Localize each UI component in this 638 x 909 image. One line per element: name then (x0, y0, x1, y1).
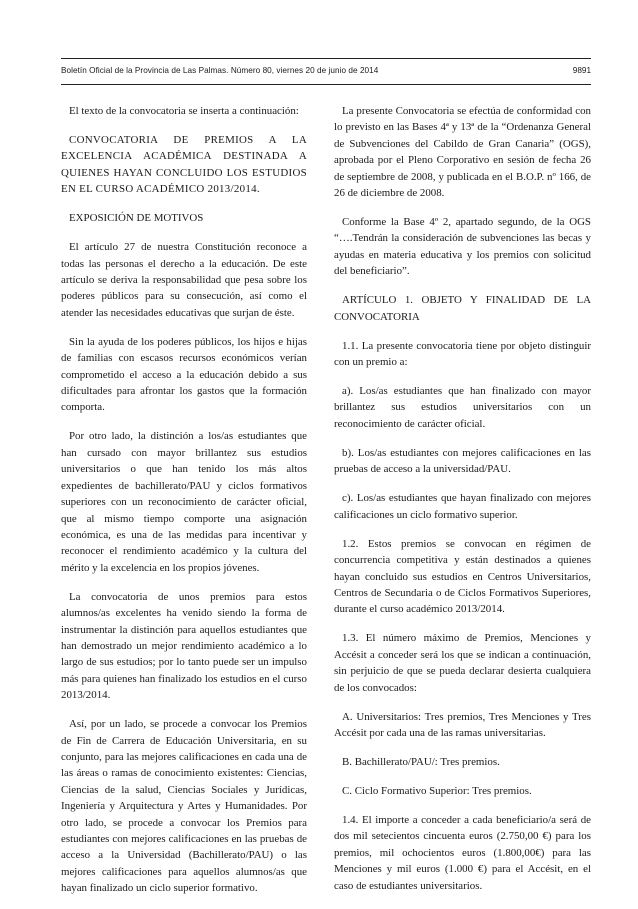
left-column (61, 103, 307, 909)
list-item: a). Los/as estudiantes que han finalizado con mayor brillantez sus estudios universitarios con un reconocimiento de carácter oficial. (334, 385, 591, 430)
header-title: Boletín Oficial de la Provincia de Las Palmas. Número 80, viernes 20 de junio de 2014 (61, 66, 379, 75)
paragraph: 1.3. El número máximo de Premios, Menciones y Accésit a conceder será los que se indican a continuación, sin perjuicio de que se pueda declarar desierta cualquiera de los convocados: (334, 632, 591, 694)
header-bottom-rule (61, 84, 591, 85)
paragraph: 1.1. La presente convocatoria tiene por objeto distinguir con un premio a: (334, 339, 591, 369)
paragraph: El artículo 27 de nuestra Constitución reconoce a todas las personas el derecho a la educación. De este artículo se deriva la responsabilidad que pesa sobre los poderes públicos para su consecución, así como el atender las necesidades educativas que surjan de éste. (61, 241, 307, 319)
paragraph: La convocatoria de unos premios para estos alumnos/as excelentes ha venido siendo la forma de instrumentar la distinción para aquellos estudiantes que han demostrado un mejor rendimiento académico a lo largo de sus estudios; por lo tanto puede ser un impulso más para quienes han finalizado los estudios en el curso 2013/2014. (61, 590, 307, 702)
section-heading: EXPOSICIÓN DE MOTIVOS (69, 212, 204, 225)
paragraph: La presente Convocatoria se efectúa de conformidad con lo previsto en las Bases 4ª y 13ª de la “Ordenanza General de Subvenciones del Cabildo de Gran Canaria” (OGS), aprobada por el Pleno Corporativo en sesión de fecha 26 de septiembre de 2008, y publicada en el B.O.P. nº 166, de 26 de diciembre de 2008. (334, 105, 591, 200)
paragraph: 1.2. Estos premios se convocan en régimen de concurrencia competitiva y están destinados a quienes hayan concluido sus estudios en Centros Universitarios, Centros de Secundaria o de Ciclos Formativos Superiores, durante el curso académico 2013/2014. (334, 537, 591, 616)
list-item: b). Los/as estudiantes con mejores calificaciones en las pruebas de acceso a la universidad/PAU. (334, 446, 591, 476)
paragraph: 1.4. El importe a conceder a cada beneficiario/a será de dos mil setecientos cincuenta euros (2.750,00 €) para los premios, mil ochocientos euros (1.800,00€) para las Menciones y mil euros (1.000 €) para el Accésit, en el caso de estudiantes universitarios. (334, 813, 591, 892)
paragraph: Por otro lado, la distinción a los/as estudiantes que han cursado con mayor brillantez sus estudios universitarios o que han tenido los más altos expedientes de bachillerato/PAU y ciclos formativos superiores con un reconocimiento de carácter oficial, que al mismo tiempo comporte una asignación económica, es una de las medidas para incentivar y reconocer el rendimiento académico y la cultura del mérito y la excelencia en los propios jóvenes. (61, 430, 307, 574)
right-column (334, 103, 591, 907)
header-top-rule (61, 58, 591, 59)
article-heading: ARTÍCULO 1. OBJETO Y FINALIDAD DE LA CONVOCATORIA (334, 294, 591, 323)
paragraph: Así, por un lado, se procede a convocar los Premios de Fin de Carrera de Educación Universitaria, en su conjunto, para las mejores calificaciones en cada una de las áreas o ramas de conocimiento existentes: Ciencias, Ciencias de la salud, Ciencias Sociales y Jurídicas, Ingeniería y Arquitectura y Artes y Humanidades. Por otro lado, se procede a convocar los Premios para estudiantes con mejores calificaciones en las pruebas de acceso a la Universidad (Bachillerato/PAU) o las mejores calificaciones para aquellos alumnos/as que hayan finalizado un ciclo superior formativo. (61, 718, 307, 895)
paragraph: Conforme la Base 4º 2, apartado segundo, de la OGS “….Tendrán la consideración de subvenciones las becas y ayudas en materia educativa y los premios con solicitud del beneficiario”. (334, 216, 591, 278)
page-number: 9891 (572, 66, 591, 75)
list-item: c). Los/as estudiantes que hayan finalizado con mejores calificaciones un ciclo formativo superior. (334, 492, 591, 521)
paragraph: El texto de la convocatoria se inserta a continuación: (69, 105, 299, 117)
convocatoria-title: CONVOCATORIA DE PREMIOS A LA EXCELENCIA ACADÉMICA DESTINADA A QUIENES HAYAN CONCLUIDO LOS ESTUDIOS EN EL CURSO ACADÉMICO 2013/2014. (61, 134, 307, 196)
list-item: A. Universitarios: Tres premios, Tres Menciones y Tres Accésit por cada una de las ramas universitarias. (334, 710, 591, 739)
list-item: C. Ciclo Formativo Superior: Tres premios. (342, 784, 532, 797)
paragraph: Sin la ayuda de los poderes públicos, los hijos e hijas de familias con escasos recursos económicos verían comprometido el acceso a la educación debido a sus dificultades para afrontar los gastos que la formación comporta. (61, 335, 307, 414)
list-item: B. Bachillerato/PAU/: Tres premios. (342, 755, 500, 768)
